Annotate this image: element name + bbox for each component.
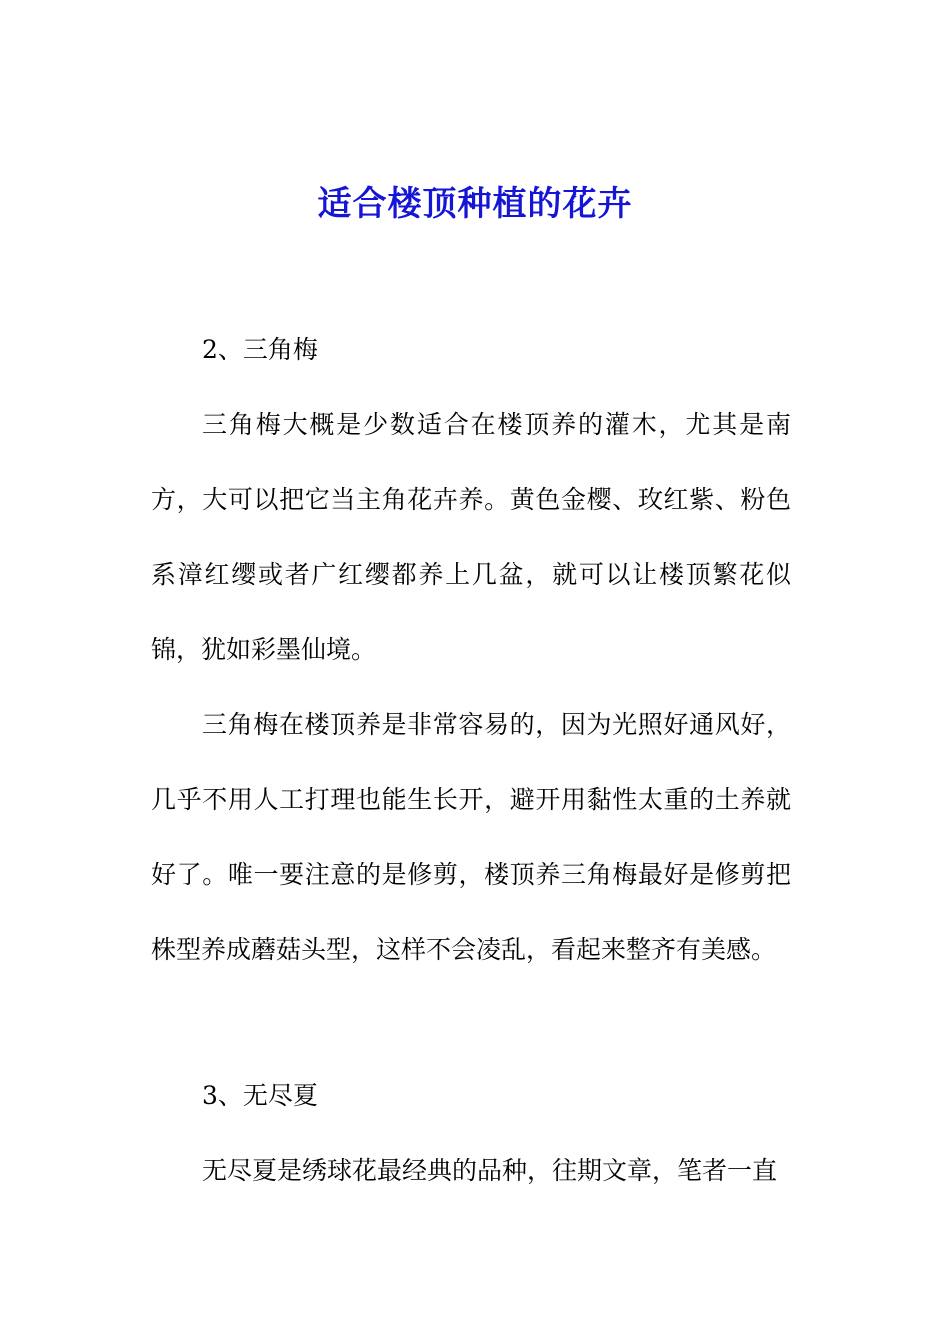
paragraph-endless-summer-intro: 无尽夏是绣球花最经典的品种，往期文章，笔者一直 (202, 1156, 778, 1185)
paragraph-bougainvillea-intro: 三角梅大概是少数适合在楼顶养的灌木，尤其是南方，大可以把它当主角花卉养。黄色金樱、玫红紫、粉色系漳红缨或者广红缨都养上几盆，就可以让楼顶繁花似锦，犹如彩墨仙境。 (151, 410, 791, 664)
section-heading-bougainvillea: 2、三角梅 (202, 335, 318, 364)
paragraph-bougainvillea-care: 三角梅在楼顶养是非常容易的，因为光照好通风好，几乎不用人工打理也能生长开，避开用黏性太重的土养就好了。唯一要注意的是修剪，楼顶养三角梅最好是修剪把株型养成蘑菇头型，这样不会凌乱，看起来整齐有美感。 (151, 710, 791, 964)
section-heading-endless-summer: 3、无尽夏 (202, 1081, 318, 1110)
document-title: 适合楼顶种植的花卉 (317, 184, 633, 224)
